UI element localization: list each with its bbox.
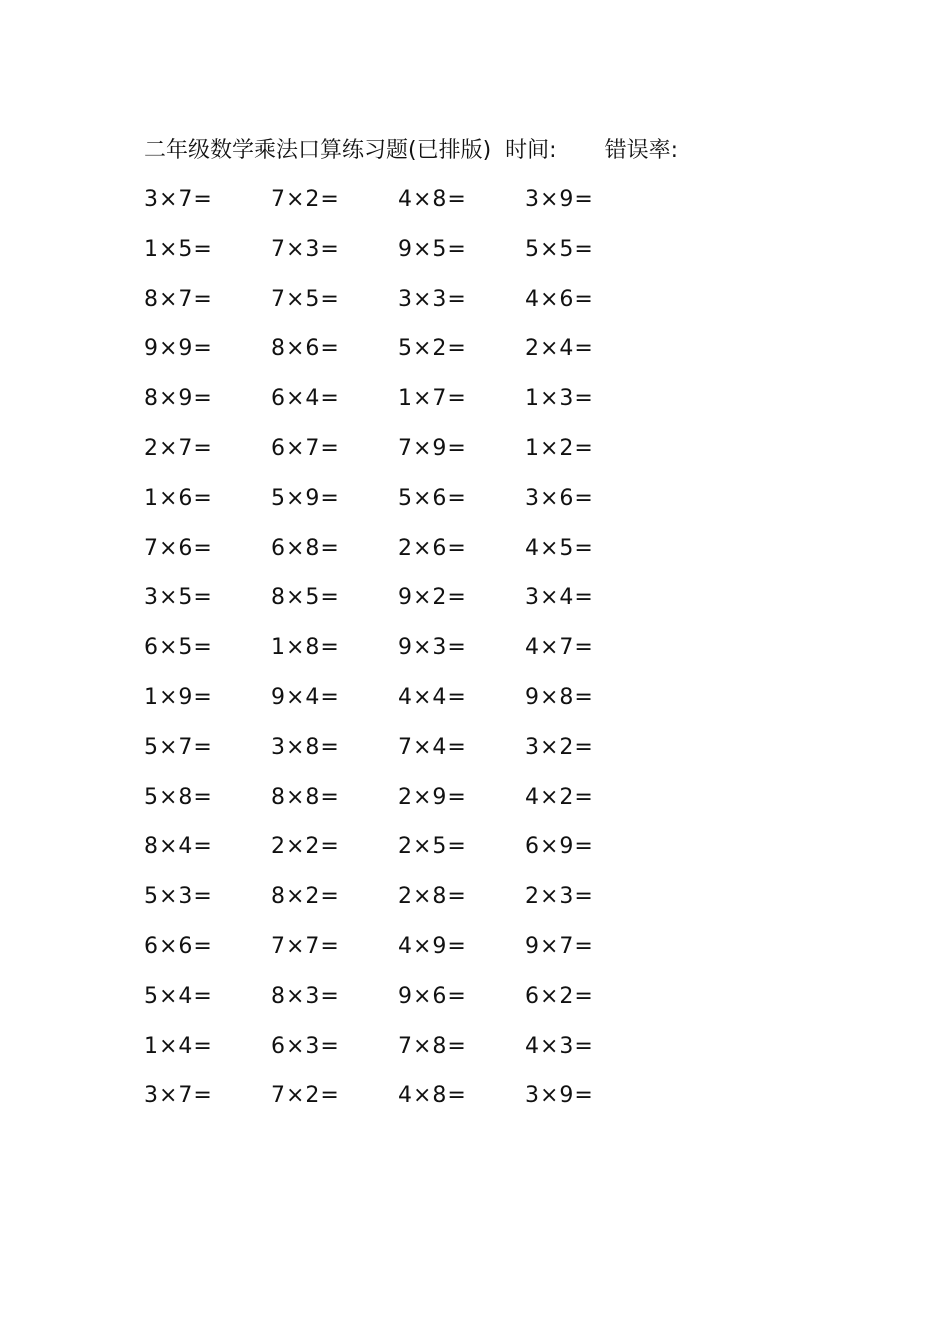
multiplication-problem: 3×7= (144, 187, 213, 212)
multiplication-problem: 2×7= (144, 435, 213, 461)
multiplication-problem: 7×4= (398, 734, 467, 760)
multiplication-problem: 9×7= (525, 933, 594, 959)
multiplication-problem: 5×7= (144, 734, 213, 760)
time-label: 时间: (505, 138, 557, 163)
multiplication-problem: 9×3= (398, 635, 467, 661)
multiplication-problem: 5×9= (271, 485, 340, 511)
multiplication-problem: 6×6= (144, 933, 213, 959)
multiplication-problem: 3×6= (525, 485, 594, 511)
multiplication-problem: 8×2= (271, 884, 340, 910)
multiplication-problem: 6×7= (271, 435, 340, 461)
multiplication-problem: 7×2= (271, 1083, 340, 1109)
multiplication-problem: 7×6= (144, 535, 213, 561)
multiplication-problem: 2×4= (525, 336, 594, 362)
multiplication-problem: 5×8= (144, 784, 213, 810)
multiplication-problem: 3×7= (144, 1083, 213, 1109)
worksheet-header (144, 133, 678, 169)
multiplication-problem: 6×2= (525, 983, 594, 1009)
multiplication-problem: 4×3= (525, 1033, 594, 1059)
multiplication-problem: 5×2= (398, 336, 467, 362)
multiplication-problem: 2×3= (525, 884, 594, 910)
multiplication-problem: 1×5= (144, 236, 213, 262)
error-rate-label: 错误率: (604, 138, 679, 163)
multiplication-problem: 5×6= (398, 485, 467, 511)
multiplication-problem: 1×2= (525, 435, 594, 461)
multiplication-problem: 5×5= (525, 236, 594, 262)
multiplication-problem: 9×9= (144, 336, 213, 362)
multiplication-problem: 8×5= (271, 585, 340, 611)
multiplication-problem: 4×7= (525, 635, 594, 661)
multiplication-problem: 7×8= (398, 1033, 467, 1059)
multiplication-problem: 1×9= (144, 684, 213, 710)
multiplication-problem: 8×3= (271, 983, 340, 1009)
multiplication-problem: 9×8= (525, 684, 594, 710)
multiplication-problem: 3×8= (271, 734, 340, 760)
multiplication-problem: 9×2= (398, 585, 467, 611)
multiplication-problem: 2×8= (398, 884, 467, 910)
multiplication-problem: 2×9= (398, 784, 467, 810)
multiplication-problem: 6×5= (144, 635, 213, 661)
problem-grid (144, 180, 652, 1126)
multiplication-problem: 8×4= (144, 834, 213, 860)
multiplication-problem: 7×7= (271, 933, 340, 959)
multiplication-problem: 9×5= (398, 236, 467, 262)
multiplication-problem: 4×8= (398, 1083, 467, 1109)
multiplication-problem: 1×3= (525, 386, 594, 412)
multiplication-problem: 8×6= (271, 336, 340, 362)
multiplication-problem: 4×5= (525, 535, 594, 561)
multiplication-problem: 3×5= (144, 585, 213, 611)
multiplication-problem: 6×3= (271, 1033, 340, 1059)
multiplication-problem: 4×8= (398, 187, 467, 212)
multiplication-problem: 8×7= (144, 286, 213, 312)
multiplication-problem: 1×6= (144, 485, 213, 511)
multiplication-problem: 4×4= (398, 684, 467, 710)
multiplication-problem: 2×2= (271, 834, 340, 860)
multiplication-problem: 7×5= (271, 286, 340, 312)
multiplication-problem: 3×3= (398, 286, 467, 312)
multiplication-problem: 8×8= (271, 784, 340, 810)
multiplication-problem: 4×9= (398, 933, 467, 959)
multiplication-problem: 7×2= (271, 187, 340, 212)
multiplication-problem: 6×8= (271, 535, 340, 561)
multiplication-problem: 6×9= (525, 834, 594, 860)
multiplication-problem: 1×7= (398, 386, 467, 412)
multiplication-problem: 9×6= (398, 983, 467, 1009)
multiplication-problem: 5×3= (144, 884, 213, 910)
multiplication-problem: 9×4= (271, 684, 340, 710)
multiplication-problem: 7×3= (271, 236, 340, 262)
multiplication-problem: 3×4= (525, 585, 594, 611)
multiplication-problem: 4×2= (525, 784, 594, 810)
multiplication-problem: 4×6= (525, 286, 594, 312)
multiplication-problem: 3×2= (525, 734, 594, 760)
multiplication-problem: 5×4= (144, 983, 213, 1009)
multiplication-problem: 6×4= (271, 386, 340, 412)
multiplication-problem: 3×9= (525, 1083, 594, 1109)
multiplication-problem: 7×9= (398, 435, 467, 461)
multiplication-problem: 2×6= (398, 535, 467, 561)
multiplication-problem: 8×9= (144, 386, 213, 412)
multiplication-problem: 1×8= (271, 635, 340, 661)
worksheet-title: 二年级数学乘法口算练习题(已排版) (144, 138, 492, 163)
multiplication-problem: 2×5= (398, 834, 467, 860)
multiplication-problem: 1×4= (144, 1033, 213, 1059)
multiplication-problem: 3×9= (525, 187, 594, 212)
